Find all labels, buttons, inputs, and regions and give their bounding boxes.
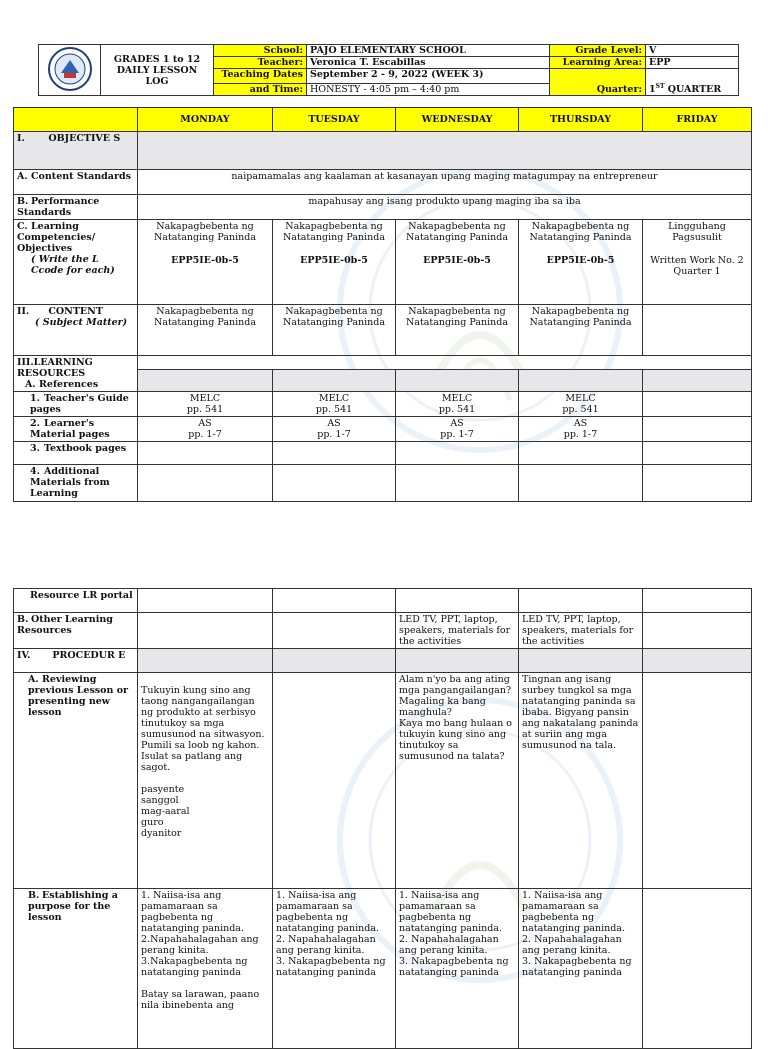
textbook-friday <box>643 442 752 465</box>
teacher-label: Teacher: <box>214 57 307 69</box>
lm-friday <box>643 417 752 442</box>
time-value: HONESTY - 4:05 pm – 4:40 pm <box>307 83 550 95</box>
school-value: PAJO ELEMENTARY SCHOOL <box>307 45 550 57</box>
resources-text: LEARNING RESOURCES <box>17 357 93 379</box>
reviewing-wednesday: Alam n'yo ba ang ating mga pangangailangan? Magaling ka bang manghula? Kaya mo bang hulaan o tukuyin kung sino ang tinutukoy sa sumusunod na talata? <box>396 673 519 889</box>
proc-thursday <box>519 649 643 673</box>
logo-cell <box>39 45 101 96</box>
content-text: CONTENT <box>48 306 103 317</box>
quarter-value <box>646 69 739 96</box>
row-num: 1. <box>30 393 40 404</box>
row-num: 4. <box>30 466 40 477</box>
competencies-wednesday <box>396 220 519 305</box>
purpose-wednesday: 1. Naiisa-isa ang pamamaraan sa pagbebenta ng natatanging paninda. 2. Napahahalagahan ang perang kinita. 3. Nakapagbebenta ng natatanging paninda <box>396 889 519 1049</box>
quarter-word: QUARTER <box>664 84 722 95</box>
tg-v2: pp. 541 <box>562 404 599 415</box>
tg-v1: MELC <box>565 393 596 404</box>
competency-text: Nakapagbebenta ng Natatanging Paninda <box>282 221 386 243</box>
competencies-text: Learning Competencies/ Objectives <box>17 221 96 254</box>
teachers-guide-text: Teacher's Guide pages <box>30 393 129 415</box>
purpose-mon-extra: Batay sa larawan, paano nila ibinebenta ang <box>141 989 260 1011</box>
row-num: B. <box>17 196 29 207</box>
reviewing-friday <box>643 673 752 889</box>
purpose-thursday: 1. Naiisa-isa ang pamamaraan sa pagbebenta ng natatanging paninda. 2. Napahahalagahan ang perang kinita. 3. Nakapagbebenta ng natatanging paninda <box>519 889 643 1049</box>
competencies-thursday <box>519 220 643 305</box>
content-wednesday: Nakapagbebenta ng Natatanging Paninda <box>396 305 519 356</box>
row-num: B. <box>28 890 40 901</box>
additional-friday <box>643 465 752 502</box>
dates-label: Teaching Dates <box>214 69 307 83</box>
lesson-table-1 <box>13 107 752 502</box>
competency-text: Nakapagbebenta ng Natatanging Paninda <box>405 221 509 243</box>
lm-v2: pp. 1-7 <box>317 429 351 440</box>
row-num: I. <box>17 133 25 144</box>
day-header-thursday: THURSDAY <box>519 108 643 132</box>
or-wednesday: LED TV, PPT, laptop, speakers, materials for the activities <box>396 613 519 649</box>
references-monday <box>138 369 273 391</box>
day-header-wednesday: WEDNESDAY <box>396 108 519 132</box>
lm-v1: AS <box>327 418 341 429</box>
title-line-2: DAILY LESSON LOG <box>116 64 198 87</box>
textbook-tuesday <box>273 442 396 465</box>
performance-standards-label <box>14 195 138 220</box>
procedure-text: PROCEDUR E <box>52 650 126 661</box>
proc-friday <box>643 649 752 673</box>
textbook-thursday <box>519 442 643 465</box>
lesson-table-2 <box>13 588 752 1049</box>
textbook-label <box>14 442 138 465</box>
content-friday <box>643 305 752 356</box>
reviewing-monday <box>138 673 273 889</box>
row-num: C. <box>17 221 28 232</box>
quarter-sup: ST <box>655 82 665 90</box>
other-resources-text: Other Learning Resources <box>17 614 113 636</box>
performance-standards-value: mapahusay ang isang produkto upang maging iba sa iba <box>138 195 752 220</box>
additional-tuesday <box>273 465 396 502</box>
day-header-friday: FRIDAY <box>643 108 752 132</box>
content-standards-label <box>14 170 138 195</box>
teacher-value: Veronica T. Escabillas <box>307 57 550 69</box>
row-num: B. <box>17 614 29 625</box>
purpose-monday <box>138 889 273 1049</box>
references-tuesday <box>273 369 396 391</box>
additional-thursday <box>519 465 643 502</box>
content-monday: Nakapagbebenta ng Natatanging Paninda <box>138 305 273 356</box>
lm-v1: AS <box>573 418 588 429</box>
competencies-friday <box>643 220 752 305</box>
other-resources-label <box>14 613 138 649</box>
resources-label <box>14 356 138 392</box>
friday-line-1: Lingguhang Pagsusulit <box>668 221 726 243</box>
content-thursday: Nakapagbebenta ng Natatanging Paninda <box>519 305 643 356</box>
row-num: IV. <box>17 650 31 661</box>
learners-material-label <box>14 417 138 442</box>
lr-thursday <box>519 589 643 613</box>
textbook-monday <box>138 442 273 465</box>
competency-code: EPP5IE-0b-5 <box>546 255 615 266</box>
friday-line-2: Written Work No. 2 <box>650 255 744 266</box>
school-label: School: <box>214 45 307 57</box>
teachers-guide-label <box>14 392 138 417</box>
purpose-label <box>14 889 138 1049</box>
row-num: II. <box>17 306 30 317</box>
purpose-friday <box>643 889 752 1049</box>
day-header-monday: MONDAY <box>138 108 273 132</box>
tg-v2: pp. 541 <box>186 404 224 415</box>
row-num: 2. <box>30 418 40 429</box>
proc-tuesday <box>273 649 396 673</box>
lm-wednesday <box>396 417 519 442</box>
lm-tuesday <box>273 417 396 442</box>
competencies-label <box>14 220 138 305</box>
learners-material-text: Learner's Material pages <box>30 418 110 440</box>
proc-wednesday <box>396 649 519 673</box>
tg-v1: MELC <box>441 393 473 404</box>
corner-cell <box>14 108 138 132</box>
reviewing-label <box>14 673 138 889</box>
day-header-tuesday: TUESDAY <box>273 108 396 132</box>
textbook-wednesday <box>396 442 519 465</box>
objectives-cell <box>138 132 752 170</box>
tg-thursday <box>519 392 643 417</box>
competency-code: EPP5IE-0b-5 <box>300 255 368 266</box>
or-monday <box>138 613 273 649</box>
reviewing-tuesday <box>273 673 396 889</box>
quarter-label: Quarter: <box>550 69 646 96</box>
lm-v2: pp. 1-7 <box>188 429 222 440</box>
competency-code: EPP5IE-0b-5 <box>423 255 491 266</box>
title-line-1: GRADES 1 to 12 <box>113 53 201 65</box>
references-text: References <box>39 379 99 390</box>
content-tuesday: Nakapagbebenta ng Natatanging Paninda <box>273 305 396 356</box>
competency-text: Nakapagbebenta ng Natatanging Paninda <box>529 221 632 243</box>
dates-value: September 2 - 9, 2022 (WEEK 3) <box>307 69 550 83</box>
time-label: and Time: <box>214 83 307 95</box>
area-value: EPP <box>646 57 739 69</box>
purpose-tuesday: 1. Naiisa-isa ang pamamaraan sa pagbebenta ng natatanging paninda. 2. Napahahalagahan ang perang kinita. 3. Nakapagbebenta ng natatanging paninda <box>273 889 396 1049</box>
content-note: ( Subject Matter) <box>35 317 128 328</box>
row-num: A. <box>17 171 28 182</box>
tg-v2: pp. 541 <box>315 404 353 415</box>
additional-label <box>14 465 138 502</box>
reviewing-mon-list: pasyente sanggol mag-aaral guro dyanitor <box>141 784 190 839</box>
lm-v1: AS <box>450 418 464 429</box>
tg-tuesday <box>273 392 396 417</box>
or-tuesday <box>273 613 396 649</box>
content-standards-text: Content Standards <box>31 171 131 182</box>
lr-monday <box>138 589 273 613</box>
tg-v1: MELC <box>189 393 221 404</box>
lm-v1: AS <box>198 418 212 429</box>
tg-monday <box>138 392 273 417</box>
lr-friday <box>643 589 752 613</box>
purpose-text: Establishing a purpose for the lesson <box>28 890 118 923</box>
purpose-mon-text: 1. Naiisa-isa ang pamamaraan sa pagbebenta ng natatanging paninda. 2.Napahahalagahan ang perang kinita. 3.Nakapagbebenta ng natatanging paninda <box>141 890 259 978</box>
competencies-note: ( Write the L Ccode for each) <box>31 254 115 276</box>
reviewing-thursday: Tingnan ang isang surbey tungkol sa mga natatanging paninda sa ibaba. Bigyang pansin ang nakatalang paninda at suriin ang mga sumusunod na tala. <box>519 673 643 889</box>
grade-value: V <box>646 45 739 57</box>
header-table <box>38 44 739 96</box>
objectives-label <box>14 132 138 170</box>
performance-standards-text: Performance Standards <box>17 196 100 218</box>
proc-monday <box>138 649 273 673</box>
tg-v1: MELC <box>318 393 350 404</box>
row-num: III. <box>17 357 34 368</box>
deped-seal-icon <box>47 46 93 92</box>
row-num: A. <box>25 379 36 390</box>
content-standards-value: naipamamalas ang kaalaman at kasanayan upang maging matagumpay na entrepreneur <box>138 170 752 195</box>
references-friday <box>643 369 752 391</box>
competencies-monday <box>138 220 273 305</box>
references-wednesday <box>396 369 519 391</box>
tg-v2: pp. 541 <box>438 404 476 415</box>
lr-wednesday <box>396 589 519 613</box>
additional-wednesday <box>396 465 519 502</box>
reviewing-mon-text: Tukuyin kung sino ang taong nangangailangan ng produkto at serbisyo tinutukoy sa mga sumusunod na sitwasyon. Pumili sa loob ng kahon. Isulat sa patlang ang sagot. <box>141 685 265 773</box>
resources-blank <box>138 356 752 370</box>
tg-friday <box>643 392 752 417</box>
quarter-num: 1 <box>649 84 656 95</box>
content-label <box>14 305 138 356</box>
competency-code: EPP5IE-0b-5 <box>171 255 239 266</box>
tg-wednesday <box>396 392 519 417</box>
lr-tuesday <box>273 589 396 613</box>
lm-v2: pp. 1-7 <box>563 429 598 440</box>
or-friday <box>643 613 752 649</box>
log-title <box>101 45 214 96</box>
procedure-label <box>14 649 138 673</box>
additional-text: Additional Materials from Learning <box>30 466 110 499</box>
reviewing-text: Reviewing previous Lesson or presenting new lesson <box>28 674 129 718</box>
lm-thursday <box>519 417 643 442</box>
grade-label: Grade Level: <box>550 45 646 57</box>
objectives-text: OBJECTIVE S <box>48 133 121 144</box>
friday-line-3: Quarter 1 <box>673 266 721 277</box>
area-label: Learning Area: <box>550 57 646 69</box>
additional-monday <box>138 465 273 502</box>
competency-text: Nakapagbebenta ng Natatanging Paninda <box>153 221 257 243</box>
lm-monday <box>138 417 273 442</box>
row-num: 3. <box>30 443 40 454</box>
competencies-tuesday <box>273 220 396 305</box>
row-num: A. <box>28 674 39 685</box>
or-thursday: LED TV, PPT, laptop, speakers, materials for the activities <box>519 613 643 649</box>
references-thursday <box>519 369 643 391</box>
lm-v2: pp. 1-7 <box>440 429 474 440</box>
textbook-text: Textbook pages <box>44 443 127 454</box>
lr-portal-label: Resource LR portal <box>14 589 138 613</box>
